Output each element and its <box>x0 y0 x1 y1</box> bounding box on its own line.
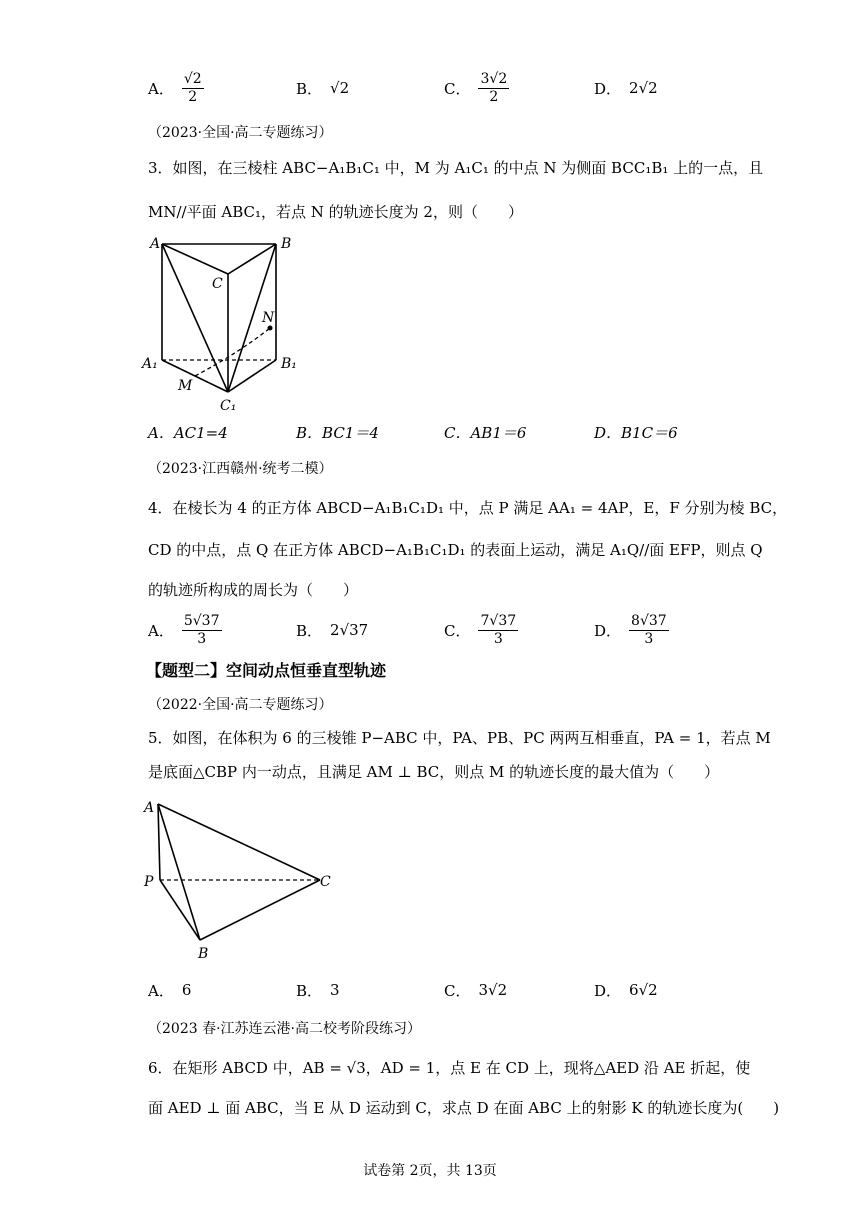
fraction <box>182 72 204 104</box>
option-value: √2 <box>330 79 350 97</box>
label-a: A <box>144 800 155 816</box>
q3-source: （2023·全国·高二专题练习） <box>148 125 333 141</box>
fraction <box>478 614 518 646</box>
option-label: D． <box>594 621 622 640</box>
option-value: 6√2 <box>629 981 658 999</box>
numerator: 3√2 <box>480 70 508 87</box>
label-c1: C₁ <box>220 398 237 414</box>
q3-option-a: A．AC1=4 <box>148 423 228 442</box>
q4-option-a <box>148 610 222 650</box>
option-label: A． <box>148 79 174 98</box>
q6-source: （2023 春·江苏连云港·高二校考阶段练习） <box>148 1021 421 1037</box>
q3-prism-figure <box>140 232 310 414</box>
fraction <box>182 614 222 646</box>
point-n-dot <box>268 326 273 331</box>
denominator: 2 <box>188 88 198 105</box>
option-value: 2√37 <box>330 621 369 639</box>
q6-text-line2: 面 AED ⊥ 面 ABC，当 E 从 D 运动到 C，求点 D 在面 ABC 上的射影 K 的轨迹长度为( ) <box>148 1099 780 1117</box>
q5-text-line1: 5．如图，在体积为 6 的三棱锥 P−ABC 中，PA、PB、PC 两两互相垂直，PA = 1，若点 M <box>148 729 771 747</box>
denominator: 3 <box>644 630 654 647</box>
option-label: B． <box>296 79 323 98</box>
label-p: P <box>144 874 154 890</box>
q5-text-line2: 是底面△CBP 内一动点，且满足 AM ⊥ BC，则点 M 的轨迹长度的最大值为（ ） <box>148 763 720 781</box>
q3-text-line2: MN//平面 ABC₁，若点 N 的轨迹长度为 2，则（ ） <box>148 203 523 221</box>
q3-option-b: B．BC1＝4 <box>296 423 379 442</box>
option-value: 2√2 <box>629 79 658 97</box>
q5-option-c <box>444 970 507 1010</box>
q2-option-d <box>594 68 658 108</box>
numerator: 7√37 <box>480 612 517 629</box>
q2-options <box>148 68 828 108</box>
q2-option-c <box>444 68 509 108</box>
fraction <box>478 72 509 104</box>
option-label: D． <box>594 79 622 98</box>
q4-option-c <box>444 610 518 650</box>
option-label: B． <box>296 621 323 640</box>
q4-option-d <box>594 610 669 650</box>
q4-text-line2: CD 的中点，点 Q 在正方体 ABCD−A₁B₁C₁D₁ 的表面上运动，满足 A₁Q//面 EFP，则点 Q <box>148 541 763 559</box>
label-a1: A₁ <box>142 356 158 372</box>
option-label: C． <box>444 79 471 98</box>
fraction <box>629 614 669 646</box>
q6-text-line1: 6．在矩形 ABCD 中，AB = √3，AD = 1，点 E 在 CD 上，现将△AED 沿 AE 折起，使 <box>148 1059 751 1077</box>
label-m: M <box>178 378 193 394</box>
denominator: 3 <box>493 630 503 647</box>
q4-options <box>148 610 828 650</box>
q5-source: （2022·全国·高二专题练习） <box>148 697 333 713</box>
q2-option-a <box>148 68 204 108</box>
q3-options <box>148 412 828 452</box>
option-value: 3√2 <box>478 981 508 999</box>
option-value: 6 <box>181 981 192 999</box>
q5-pyramid-figure <box>140 790 340 962</box>
option-label: A． <box>148 621 174 640</box>
q4-source: （2023·江西赣州·统考二模） <box>148 461 333 477</box>
numerator: 8√37 <box>631 612 667 629</box>
q4-text-line3: 的轨迹所构成的周长为（ ） <box>148 581 359 599</box>
label-a: A <box>150 236 161 252</box>
section-heading: 【题型二】空间动点恒垂直型轨迹 <box>146 661 387 680</box>
numerator: √2 <box>183 70 202 87</box>
q2-option-b <box>296 68 349 108</box>
page-footer: 试卷第 2页，共 13页 <box>363 1163 497 1179</box>
q5-option-a <box>148 970 191 1010</box>
q5-option-b <box>296 970 340 1010</box>
label-b: B <box>198 946 209 962</box>
denominator: 3 <box>197 630 207 647</box>
q3-text-line1: 3．如图，在三棱柱 ABC−A₁B₁C₁ 中，M 为 A₁C₁ 的中点 N 为侧面 BCC₁B₁ 上的一点，且 <box>148 159 764 177</box>
label-b1: B₁ <box>281 356 297 372</box>
q4-option-b <box>296 610 368 650</box>
option-value: 3 <box>330 981 340 999</box>
q4-text-line1: 4．在棱长为 4 的正方体 ABCD−A₁B₁C₁D₁ 中，点 P 满足 AA₁ = 4AP，E，F 分别为棱 BC， <box>148 499 788 517</box>
option-label: A． <box>148 981 174 1000</box>
label-n: N <box>262 310 275 326</box>
option-label: C． <box>444 981 471 1000</box>
q5-option-d <box>594 970 658 1010</box>
q5-options <box>148 970 828 1010</box>
numerator: 5√37 <box>183 612 220 629</box>
q3-option-d: D．B1C＝6 <box>594 423 678 442</box>
label-c: C <box>320 874 331 890</box>
label-b: B <box>281 236 292 252</box>
option-label: C． <box>444 621 471 640</box>
denominator: 2 <box>489 88 499 105</box>
q3-option-c: C．AB1＝6 <box>444 423 527 442</box>
option-label: B． <box>296 981 323 1000</box>
label-c: C <box>212 276 223 292</box>
option-label: D． <box>594 981 622 1000</box>
